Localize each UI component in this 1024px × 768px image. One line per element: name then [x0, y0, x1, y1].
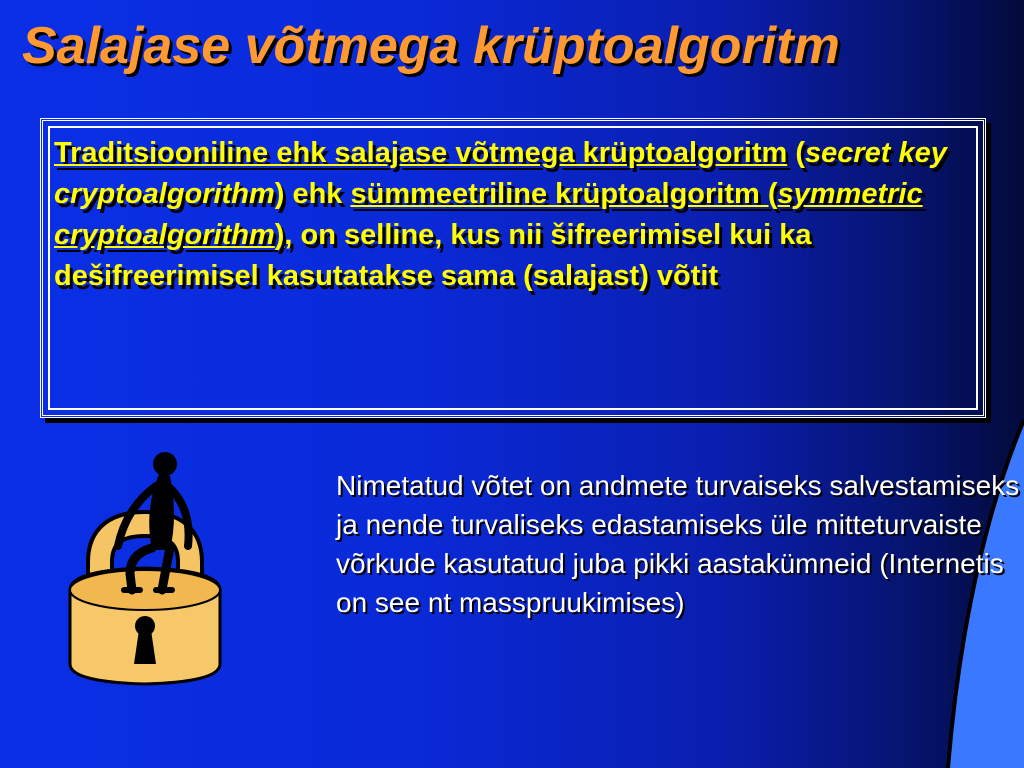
definition-synonym: sümmeetriline krüptoalgoritm (	[350, 178, 778, 210]
slide-title: Salajase võtmega krüptoalgoritm	[22, 17, 840, 75]
definition-part: (	[787, 137, 805, 169]
padlock-with-figure-icon	[60, 450, 230, 690]
definition-term: Traditsiooniline ehk salajase võtmega krüptoalgoritm	[54, 137, 788, 169]
definition-synonym-english: symmetric cryptoalgorithm	[54, 178, 923, 251]
definition-part: ) ehk	[274, 178, 351, 210]
definition-text	[54, 133, 974, 297]
note-text: Nimetatud võtet on andmete turvaiseks salvestamiseks ja nende turvaliseks edastamiseks üle mitteturvaiste võrkude kasutatud juba pikki aastakümneid (Internetis on see nt masspruukimises)	[336, 470, 1020, 618]
definition-part: )	[274, 219, 285, 251]
definition-term-english: secret key cryptoalgorithm	[54, 137, 947, 210]
definition-body: , on selline, kus nii šifreerimisel kui ka dešifreerimisel kasutatakse sama (salajast) võtit	[54, 219, 812, 292]
